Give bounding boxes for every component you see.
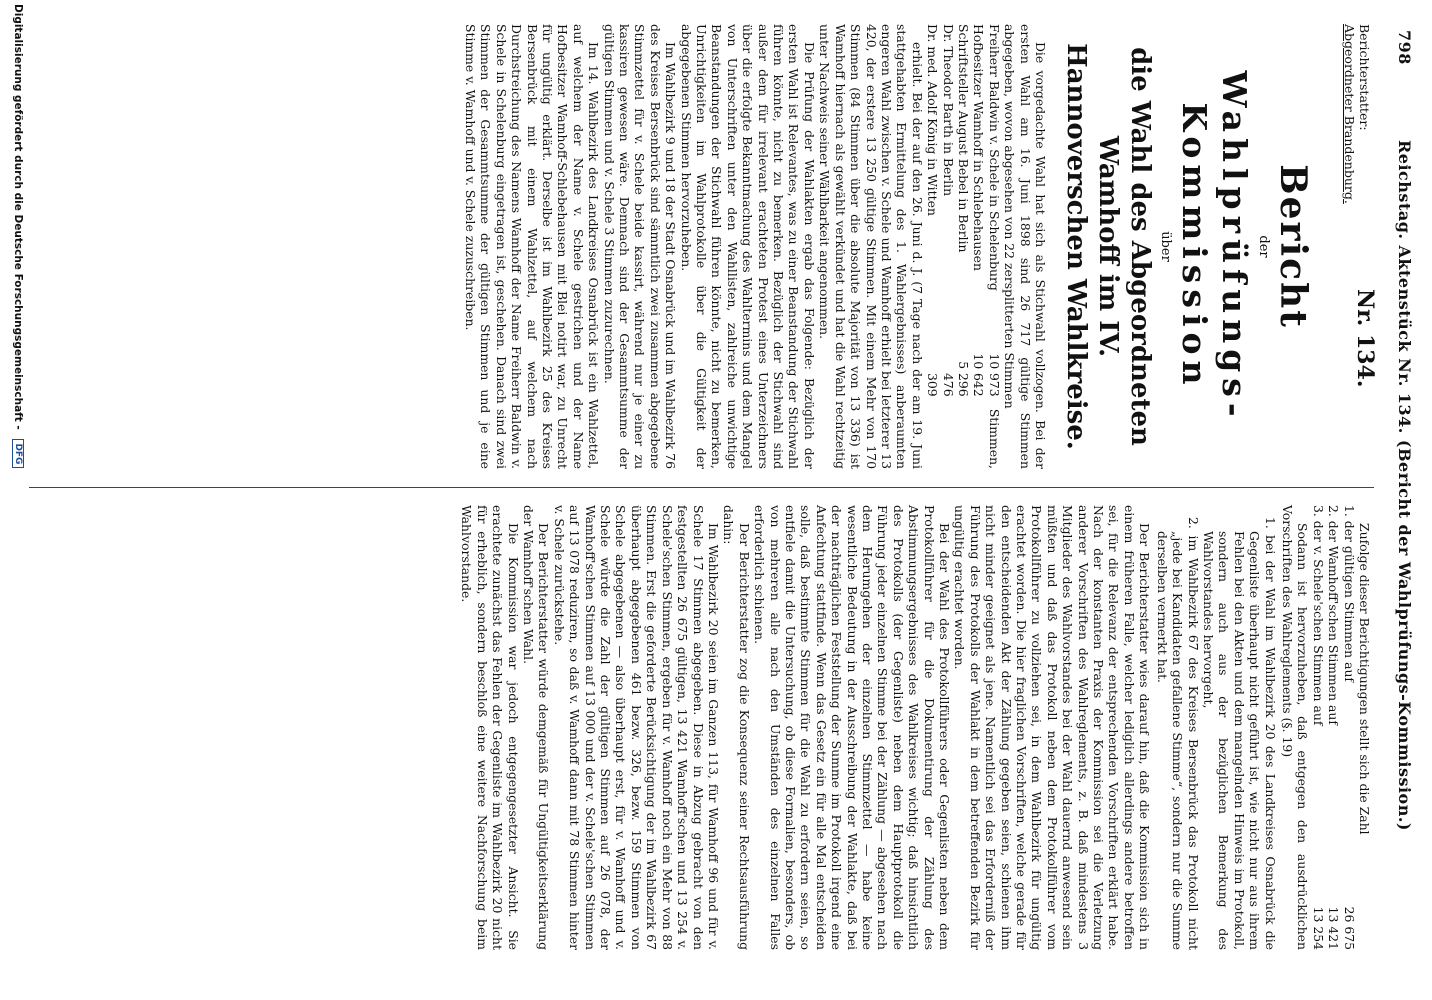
title-commission: Wahlprüfungs-Kommission [1175,70,1254,423]
total-row [1341,505,1356,950]
page-header [1390,30,1414,970]
candidate-unit [925,397,940,469]
antrag-paragraph: Der Berichterstatter würde demgemäß für Ungültigkeitserklärung der Wamhoff'schen Wahl. [521,505,552,950]
total-row [1326,505,1341,950]
total-value: 13 421 [1326,906,1342,950]
title-ueber: über [1158,231,1173,262]
candidate-row [986,24,1001,469]
footer-text: Digitalisierung gefördert durch die Deutsche Forschungsgemeinschaft - [12,4,24,430]
candidate-name: Freiherr Baldwin v. Schele in Schelenburg [986,24,1002,291]
document-number: Nr. 134. [1352,289,1378,388]
right-column [32,505,1372,950]
candidate-votes: 10 642 [971,353,987,397]
berichtigung-intro: Zufolge dieser Berichtigungen stellt sich die Zahl [1357,523,1372,835]
candidate-votes: 476 [940,373,956,397]
gegenliste-paragraph: Bei der Wahl des Protokollführers oder Gegenlisten neben dem Protokollführer für die Dokumentirung der Zählung des Abstimmungsergebnisses des Wahlkreises wichtig; daß hinsichtlich des Protokolls (der Gegenliste) neben dem Hauptprotokoll die Führung jeder einzelnen Stimme bei der Zählung — abgesehen nach dem Herumgehen der einzelnen Stimmzettel — habe keine wesentliche Bedeutung in der Ausschreibung der Wahlakte, daß bei der nachträglichen Feststellung der Summe im Protokoll irgend eine Anfechtung stattfinde. Wenn das Gesetz ein für alle Mal entscheiden solle, daß bestimmte Stimmen für die Wahl zu erfordern seien, so entfiele damit die Untersuchung, ob diese Formalien, besonders, ob von mehreren alle nach den Umständen des einzelnen Falles erforderlich schienen. [752,505,953,950]
total-value: 26 675 [1341,906,1357,950]
heading-row [1332,24,1378,469]
total-label: 2. der Wamhoff'schen Stimmen auf [1326,505,1342,725]
candidate-row [971,24,986,469]
total-label: 3. der v. Schele'schen Stimmen auf [1310,505,1326,726]
title-bericht: Bericht [1272,164,1314,329]
corrected-totals-table [1310,505,1356,950]
vorschriften-paragraph: Sodann ist hervorzuheben, daß entgegen den ausdrücklichen Vorschriften des Wahlreglements (§. 19) [1279,505,1311,950]
column-divider [29,487,1374,488]
candidate-unit [940,397,955,469]
candidate-name: Schriftsteller August Bebel in Berlin [955,24,971,253]
candidate-name: Dr. med. Adolf König in Witten [925,24,941,216]
violations-list [1154,505,1277,950]
list-item: 1. bei der Wahl im Wahlbezirk 20 des Landkreises Osnabrück die Gegenliste überhaupt nicht geführt ist, wie nicht nur aus ihrem Fehlen bei den Akten und dem mangelnden Hinweis im Protokoll, sondern auch aus der bezüglichen Bemerkung des Wahlvorstandes hervorgeht, [1200,517,1278,950]
stichwahl-paragraph: erhielt. Bei der auf den 26. Juni d. J. (7 Tage nach der am 19. Juni stattgehabten Ermittelung des 1. Wahlergebnisses) anberaumten engeren Wahl zwischen v. Schele und Wamhoff erhielt bei letzterer 13 420, der erstere 13 250 gültige Stimmen. Mit einem Mehr von 170 Stimmen (84 Stimmen über die absolute Majorität von 13 336) ist Wamhoff hiernach als gewählt verkündet und hat die Wahl rechtzeitig unter Nachweis seiner Wählbarkeit angenommen. [817,24,925,469]
wahlbezirk-14-paragraph: Im 14. Wahlbezirk des Landkreises Osnabrück ist ein Wahlzettel, auf welchem der Name v. Schele gestrichen und der Name Hofbesitzer Wamhoff-Schlebehausen mit Blei notirt war, zu Unrecht für ungültig erklärt. Derselbe ist im Wahlbezirk 25 des Kreises Bersenbrück mit einem Wahlzettel, auf welchem nach Durchstreichung des Namens Wamhoff der Name Freiherr Baldwin v. Schele in Schelenburg eingetragen ist, geschehen. Danach sind zwei Stimmen der Gesammtsumme der gültigen Stimmen und je eine Stimme v. Wamhoff und v. Schele zuzuschreiben. [462,24,602,469]
intro-paragraph: Die vorgedachte Wahl hat sich als Stichwahl vollzogen. Bei der ersten Wahl am 16. Juni 1898 sind 26 717 gültige Stimmen abgegeben, wovon abgesehen von 22 zersplitterten Stimmen [1002,24,1048,469]
title-der: der [1256,235,1271,258]
osnabrueck-paragraph: Im Wahlbezirk 9 und 18 der Stadt Osnabrück und im Wahlbezirk 76 des Kreises Bersenbrück sind sämmtlich zwei zusammen abgegebene Stimmzettel für v. Schele beide kassirt, während nur je einer zu kassiren gewesen wäre. Demnach sind der Gesammtsumme der gültigen Stimmen und v. Schele 3 Stimmen zuzurechnen. [601,24,679,469]
candidate-unit [956,397,971,469]
title-subject: die Wahl des Abgeordneten Wamhoff im IV. Hannoverschen Wahlkreise. [1061,43,1155,450]
konsequenz-paragraph: Der Berichterstatter zog die Konsequenz seiner Rechtsausführung dahin: [721,505,752,950]
candidate-row [925,24,940,469]
candidate-votes: 309 [925,373,941,397]
total-value: 13 254 [1310,906,1326,950]
kommission-paragraph: Die Kommission war jedoch entgegengesetzter Ansicht. Sie erachtete zunächst das Fehlen der Gegenliste im Wahlbezirk 20 nicht für erheblich, sondern beschloß eine weitere Nachforschung beim Wahlvorstande. [459,505,521,950]
candidate-unit [971,397,986,469]
title-block [1060,24,1314,469]
berichterstatter-paragraph: Der Berichterstatter wies darauf hin, daß die Kommission sich in einem früheren Falle, welcher lediglich allerdings andere betroffen sei, für die Relevanz der entsprechenden Vorschriften erklärt habe. Nach der konstanten Praxis der Kommission sei die Verletzung anderer Vorschriften des Wahlreglements, z. B. daß mindestens 3 Mitglieder des Wahlvorstandes bei der Wahl dauernd anwesend sein müßten und daß das Protokoll neben dem Protokollführer vom Protokollführer zu vollziehen sei, in dem Wahlbezirk für ungültig erachtet worden. Die hier fraglichen Vorschriften, welche gerade für den entscheidenden Akt der Zählung gegeben seien, schienen ihm nicht minder geeignet als jene. Namentlich sei das Erforderniß der Führung des Protokolls der Wahlakt in dem betreffenden Bezirk für ungültig erachtet worden. [952,505,1153,950]
left-column [32,24,1378,469]
reporter-label: Berichterstatter: [1357,24,1372,131]
candidate-name: Hofbesitzer Wamhoff in Schlebehausen [971,24,987,271]
total-row [1310,505,1325,950]
candidate-votes-table [925,24,1002,469]
pruefung-paragraph: Die Prüfung der Wahlakten ergab das Folgende: Bezüglich der ersten Wahl ist Relevantes, was zu einer Beanstandung der Stichwahl führen könnte, nicht zu bemerken. Bezüglich der Stichwahl sind außer dem für irrelevant erachteten Protest eines Unterzeichners über die erfolgte Bekanntmachung des Wahltermins und dem Mangel von Unterschriften unter den Wahllisten, zahlreiche unwichtige Beanstandungen der Stichwahl führen könnte, nicht zu bemerken, Unrichtigkeiten im Wahlprotokolle über die Gültigkeit der abgegebenen Stimmen hervorzuheben. [678,24,817,469]
candidate-name: Dr. Theodor Barth in Berlin [940,24,956,197]
running-title: Reichstag. Aktenstück Nr. 134. (Bericht der Wahlprüfungs-Kommission.) [1395,140,1414,831]
page-number: 798 [1395,30,1414,65]
total-label: 1. der gültigen Stimmen auf [1341,505,1357,683]
reporter-block [1341,24,1378,469]
wahlbezirk-20-paragraph: Im Wahlbezirk 20 seien im Ganzen 113, für Wamhoff 96 und für v. Schele 17 Stimmen abgegeben. Diese in Abzug gebracht von den festgestellten 26 675 gültigen, 13 421 Wamhoff'schen und 13 254 v. Schele'schen Stimmen, ergeben für v. Wamhoff noch ein Mehr von 88 Stimmen. Erst die geforderte Berücksichtigung der im Wahlbezirk 67 überhaupt abgegebenen 461 bezw. 326, bezw. 159 Stimmen von Schele abgegebenen — also überhaupt erst, für v. Wamhoff und v. Schele würde die Zahl der gültigen Stimmen auf 26 078, der Wamhoff'schen Stimmen auf 13 000 und der v. Schele'schen Stimmen auf 13 078 reduziren, so daß v. Wamhoff dann mit 78 Stimmen hinter v. Schele zurückstehe. [551,505,721,950]
candidate-votes: 5 296 [955,361,971,397]
reporter-name: Abgeordneter Brandenburg. [1341,24,1357,204]
candidate-row [956,24,971,469]
dfg-logo: DFG [12,439,24,468]
candidate-unit: Stimmen, [986,408,1002,469]
candidate-votes: 10 973 [986,353,1002,397]
candidate-row [940,24,955,469]
list-item: 2. im Wahlbezirk 67 des Kreises Bersenbrück das Protokoll nicht „jede bei Kandidaten gefallene Stimme“, sondern nur die Summe derselben vermerkt hat. [1154,517,1201,950]
digitization-footer [4,4,24,924]
